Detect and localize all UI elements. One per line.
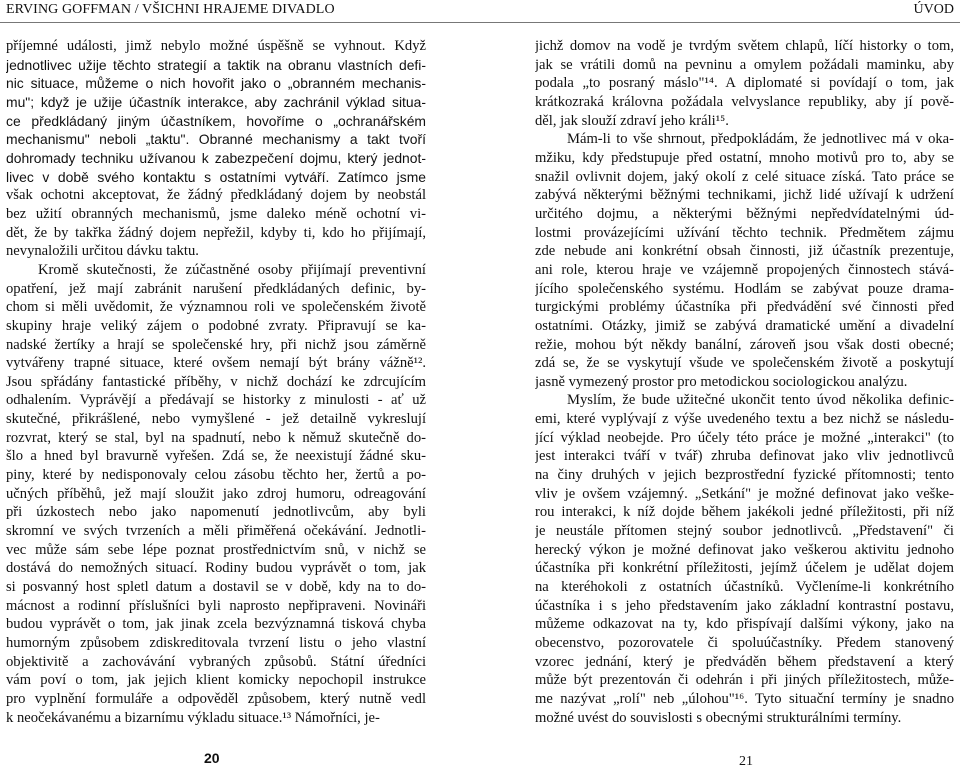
text-line: piny, které by nedisponovaly celou zásobu těchto her, žertů a po- (6, 467, 426, 484)
text-line: zdá se, že se vyskytují všude ve společenském životě a poskytují (535, 355, 954, 372)
text-line: jednotlivec užije těchto strategií a taktik na obranu vlastních defi- (6, 56, 426, 73)
text-line: ce předkládaný jiným účastníkem, hovoříme o „ochranářském (6, 112, 426, 129)
text-line: odhalením. Vyprávějí a předávají se historky z minulosti - ať už (6, 392, 426, 409)
running-title: ERVING GOFFMAN / VŠICHNI HRAJEME DIVADLO (6, 2, 335, 17)
text-line: mu"; když je užije účastník interakce, aby zachránil výklad situa- (6, 93, 426, 110)
text-line: účastníka při konkrétní příležitosti, jejímž účelem je udělat dojem (535, 560, 954, 577)
text-line: jícího společenského systému. Hodlám se zabývat pouze drama- (535, 280, 954, 297)
text-line: skromní ve svých tvrzeních a měli přiměřená očekávání. Jednotli- (6, 523, 426, 540)
text-line: šlo a hned byl bravurně vyřešen. Zdá se, že neexistují žádné sku- (6, 448, 426, 465)
left-page-text-column (6, 37, 426, 727)
text-line: chom si měli uvědomit, že významnou roli ve společenském životě (6, 299, 426, 316)
text-line: zde nebude ani konkrétní obsah činnosti, již účastník prezentuje, (535, 243, 954, 260)
text-line: emi, které vyplývají z výše uvedeného textu a bez nichž se následu- (535, 411, 954, 428)
text-line: snažil ovlivnit dojem, jaký okolí z celé situace získá. Tato práce se (535, 168, 954, 185)
text-line: k neočekávanému a bizarnímu výkladu situace.¹³ Námořníci, je- (6, 709, 380, 726)
text-line: příjemné události, jimž nebylo možné úspěšně se vyhnout. Když (6, 38, 426, 54)
text-line: opatření, jež mají zabránit narušení předkládaných definic, by- (6, 280, 426, 297)
text-line: mácnost a rodinní příslušníci byli naprosto nepřipraveni. Novináři (6, 597, 426, 614)
text-line: může být prezentován či odehrán i při jiných příležitostech, může- (535, 672, 954, 689)
text-line: ani role, kterou hraje ve vzájemně propojených činnostech stává- (535, 261, 954, 278)
text-line: herecký výkon je možné definovat jako veškerou aktivitu jednoho (535, 541, 954, 558)
text-line: si posvanný host spletl datum a dostavil se v době, kdy na to do- (6, 579, 426, 596)
text-line: jící výklad neobejde. Pro účely této práce je možné „interakci" (to (535, 429, 954, 446)
text-line: dět, že by takřka žádný dojem nepřežil, kdyby ti, kdo ho přijímají, (6, 224, 426, 241)
text-line: skupiny hraje veliký zájem o podobné zvraty. Připravují se ka- (6, 317, 426, 334)
text-line: vec může sám sebe lépe poznat prostřednictvím snů, v nichž se (6, 541, 426, 558)
right-page-text-column (535, 37, 954, 727)
text-line: mžiku, kdy předstupuje před ostatní, mnoho motivů pro to, aby se (535, 149, 954, 166)
text-line: učných příběhů, jež mají sloužit jako zdroj humoru, odreagování (6, 485, 426, 502)
text-line: režie, mohou být někdy banální, zároveň jsou však dosti obecné; (535, 336, 954, 353)
text-line: krátkozraká královna požádala velvyslance republiky, aby jí pově- (535, 93, 954, 110)
text-line: dohromady techniku užívanou k zabezpečení dojmu, který jednot- (6, 149, 426, 166)
text-line: turgickými problémy účastníka při předvádění své činnosti před (535, 299, 954, 316)
text-line: děl, jak slouží zdraví jeho králi¹⁵. (535, 112, 729, 129)
page-number-right: 21 (739, 754, 753, 769)
section-title: ÚVOD (913, 2, 954, 17)
text-line: rou interakci, k níž dojde během jakékoli jedné příležitosti, při níž (535, 504, 954, 521)
text-line: vytvářeny trapné situace, které ovšem nemají být brány vážně¹². (6, 355, 426, 372)
text-line: nadské žertíky a hrají se společenské hry, při nichž jsou záměrně (6, 336, 426, 353)
text-line: ostatními. Otázky, jimiž se zabývá dramatické umění a divadelní (535, 317, 954, 334)
text-line: jasně vymezený prostor pro metodickou sociologickou analýzu. (535, 373, 908, 390)
text-line: skutečné, přikrášlené, nebo vymyšlené - jež detailně vykreslují (6, 411, 426, 428)
text-line: lostmi provázejícími užívání těchto technik. Předmětem zájmu (535, 224, 954, 241)
text-line: nevynaložili určitou dávku taktu. (6, 243, 199, 260)
text-line: bez užití obranných mechanismů, jsme daleko méně ochotní vi- (6, 205, 426, 222)
text-line: možné uvést do souvislosti s obecnými strukturálními termíny. (535, 709, 902, 726)
text-line: je neustále přítomen stejný soubor jednotlivců. „Představení" či (535, 523, 954, 540)
text-line: pro vyplnění formuláře a odpověděl způsobem, který nutně vedl (6, 690, 426, 707)
text-line: dostává do nemožných situací. Rodiny budou vyprávět o tom, jak (6, 560, 426, 577)
text-line: obecenstvo, pozorovatele či spoluúčastníky. Předem stanovený (535, 635, 954, 651)
text-line: mechanismu" neboli „taktu". Obranné mechanismy a takt tvoří (6, 131, 426, 148)
text-line: vliv je ovšem vzájemný. „Setkání" je možné definovat jako veške- (535, 485, 954, 502)
text-line: objektivitě a zachovávání vybraných způsobů. Státní úředníci (6, 653, 426, 670)
text-line: budou vyprávět o tom, jak jinak zcela bezvýznamná tisková chyba (6, 616, 426, 633)
text-line: můžeme odkazovat na ty, kdo přispívají dalšími výkony, jako na (535, 616, 954, 633)
text-line: při úzkostech nebo jako napomenutí jednotlivcům, aby byli (6, 504, 426, 521)
text-line: livec v době svého kontaktu s ostatními vytváří. Zatímco jsme (6, 168, 426, 185)
text-line: jest interakci tváří v tvář) zhruba definovat jako vliv jednotlivců (535, 448, 954, 465)
text-line: humorným způsobem zdiskreditovala tvrzení listu o jeho vlastní (6, 635, 426, 651)
text-line: Mám-li to vše shrnout, předpokládám, že jednotlivec má v oka- (567, 131, 954, 148)
text-line: Myslím, že bude užitečné ukončit tento úvod několika definic- (567, 392, 954, 409)
text-line: na činy druhých v jejich bezprostřední fyzické přítomnosti; tento (535, 467, 954, 484)
text-line: jak se vrátili domů na pevninu a omylem požádali maminku, aby (535, 56, 954, 73)
text-line: určitého dojmu, a některými běžnými nepředvídatelnými úd- (535, 205, 954, 222)
text-line: Jsou spřádány fantastické příběhy, v nichž dochází ke zdrcujícím (6, 373, 426, 390)
text-line: jichž domov na vodě je tvrdým světem chlapů, líčí historky o tom, (535, 38, 954, 54)
text-line: Kromě skutečnosti, že zúčastněné osoby přijímají preventivní (38, 261, 426, 278)
text-line: rozvrat, který se stal, byl na spadnutí, nebo k němuž skutečně do- (6, 429, 426, 446)
text-line: podala „to posraný máslo"¹⁴. A diplomaté si povídají o tom, jak (535, 75, 954, 92)
text-line: účastníka i s jeho představením jako základní kontrastní postavu, (535, 597, 954, 614)
header-divider (0, 22, 960, 23)
text-line: však ochotni akceptovat, že žádný předkládaný dojem by neobstál (6, 187, 426, 204)
page-number-left: 20 (204, 750, 220, 766)
text-line: me nazývat „rolí" neb „úlohou"¹⁶. Tyto situační termíny je snadno (535, 690, 954, 707)
text-line: na kteréhokoli z ostatních účastníků. Vyčleníme-li konkrétního (535, 579, 954, 596)
text-line: vzorec jednání, který je předváděn během představení a který (535, 653, 954, 670)
text-line: nic situace, můžeme o nich hovořit jako o „obranném mechanis- (6, 75, 426, 92)
text-line: zabývá některými běžnými technikami, jichž lidé užívají k udržení (535, 187, 954, 204)
text-line: vám poví o tom, jak jejich klient komicky nepochopil instrukce (6, 672, 426, 689)
